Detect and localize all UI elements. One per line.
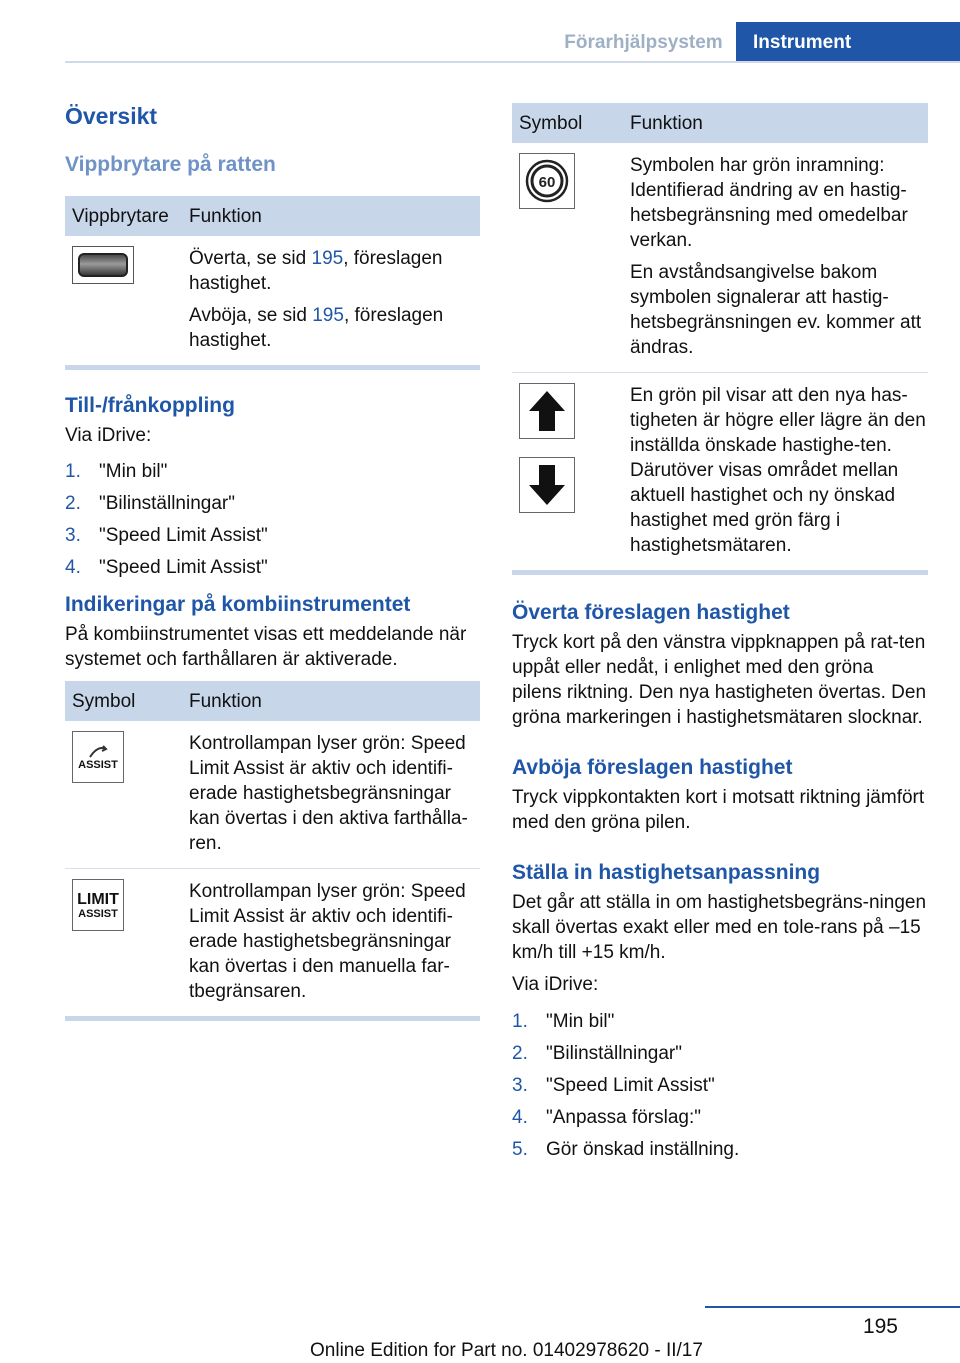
page-link-195[interactable]: 195 [311,248,344,269]
page-number: 195 [862,1315,898,1338]
table-header-symbol: Symbol [65,681,182,721]
header-section-link[interactable]: Förarhjälpsystem [564,31,723,53]
via-idrive-text: Via iDrive: [65,425,152,446]
text-fragment: Avböja, se sid [189,305,313,326]
list-number: 2. [65,492,81,514]
table-symbol-funktion [512,103,928,570]
list-number: 2. [512,1042,528,1064]
list-number: 5. [512,1138,528,1160]
steps-list-2 [512,1005,928,1165]
table-cell-symbol [65,721,182,869]
header-divider [65,61,960,63]
list-text: "Speed Limit Assist" [546,1074,715,1096]
list-text: Gör önskad inställning. [546,1138,740,1160]
limit-assist-icon [72,879,124,931]
footer-rule [705,1306,960,1308]
list-item [512,1005,928,1037]
speed-value: 60 [538,174,556,191]
table-cell-funktion [182,236,480,365]
icon-label: LIMIT [77,890,119,908]
table-cell-funktion: Kontrollampan lyser grön: Speed Limit Assist är aktiv och identifi-erade hastighetsbegränsningar kan övertas i den aktiva farthålla-ren. [189,733,468,854]
table-cell-symbol [65,869,182,1017]
list-text: "Speed Limit Assist" [99,556,268,578]
icon-label: ASSIST [78,907,118,920]
icon-label: ASSIST [78,759,118,771]
speed-limit-sign-icon [519,153,575,209]
table-header-symbol: Symbol [512,103,623,143]
list-item [65,455,480,487]
text-fragment: , föreslagen hastighet. [189,305,444,351]
list-number: 3. [65,524,81,546]
funktion-text: En avståndsangivelse bakom symbolen signalerar att hastig-hetsbegränsningen ev. kommer att ändras. [630,262,922,358]
table-cell-symbol [512,143,623,373]
arrow-up-icon [519,383,575,439]
table-cell-symbol [65,236,182,365]
funktion-text: Symbolen har grön inramning: Identifierad ändring av en hastig-hetsbegränsning med omedelbar verkan. [630,155,908,251]
overta-text: Tryck kort på den vänstra vippknappen på rat-ten uppåt eller nedåt, i enlighet med den gröna pilens riktning. Den nya hastigheten övertas. Den gröna markeringen i hastighetsmätaren slocknar. [512,632,927,728]
right-column [512,103,928,1165]
heading-indikeringar: Indikeringar på kombiinstrumentet [65,593,411,616]
list-number: 3. [512,1074,528,1096]
table-header-funktion: Funktion [623,103,928,143]
list-number: 4. [512,1106,528,1128]
list-text: "Bilinställningar" [546,1042,682,1064]
steering-switch-icon [72,246,134,284]
arrow-down-glyph [527,463,567,507]
left-column [65,101,480,1021]
table-header-funktion: Funktion [182,681,480,721]
arrow-up-glyph [527,389,567,433]
text-fragment: Överta, se sid [189,248,312,269]
edition-text: Online Edition for Part no. 01402978620 - II/17 [310,1340,703,1361]
table-end-rule [512,570,928,575]
list-number: 4. [65,556,81,578]
stalla-in-text: Det går att ställa in om hastighetsbegräns-ningen skall övertas exakt eller med en tole-rans på –15 km/h till +15 km/h. [512,892,927,963]
heading-vippbrytare: Vippbrytare på ratten [65,153,276,176]
list-item [65,487,480,519]
heading-till-frankoppling: Till-/frånkoppling [65,394,235,417]
table-cell-funktion: En grön pil visar att den nya has-tigheten är högre eller lägre än den inställda önskade hastighe-ten. Därutöver visas området mellan aktuell hastighet och ny önskad hastighet med grön färg i hastighetsmätaren. [623,373,928,571]
list-item [65,551,480,583]
list-text: "Speed Limit Assist" [99,524,268,546]
via-idrive-text: Via iDrive: [512,974,599,995]
avboja-text: Tryck vippkontakten kort i motsatt riktning jämfört med den gröna pilen. [512,787,925,833]
table-header-vippbrytare: Vippbrytare [65,196,182,236]
table-header-funktion: Funktion [182,196,480,236]
page-link-195[interactable]: 195 [312,305,344,326]
table-end-rule [65,365,480,370]
heading-oversikt: Översikt [65,103,158,129]
list-item [512,1101,928,1133]
list-number: 1. [512,1010,528,1032]
list-text: "Min bil" [99,460,168,482]
speed-limit-assist-icon [72,731,124,783]
text-fragment: , föreslagen hastighet. [189,248,443,294]
list-item [65,519,480,551]
heading-overta: Överta föreslagen hastighet [512,601,790,624]
table-cell-funktion: Kontrollampan lyser grön: Speed Limit Assist är aktiv och identifi-erade hastighetsbegränsningar kan övertas i den manuella far-tbegränsaren. [182,869,480,1017]
list-number: 1. [65,460,81,482]
indikeringar-text: På kombiinstrumentet visas ett meddelande när systemet och farthållaren är aktiverade. [65,624,467,670]
heading-avboja: Avböja föreslagen hastighet [512,756,793,779]
table-cell-symbol [512,373,623,571]
header-tab-instrument[interactable]: Instrument [736,22,960,62]
speed-sign-glyph [525,159,569,203]
list-item [512,1037,928,1069]
steps-list-1 [65,455,480,583]
list-text: "Bilinställningar" [99,492,235,514]
list-item [512,1133,928,1165]
table-indikeringar [65,681,480,1016]
arrow-down-icon [519,457,575,513]
heading-stalla-in: Ställa in hastighetsanpassning [512,861,821,884]
list-text: "Min bil" [546,1010,615,1032]
steering-arrow-glyph [87,743,109,759]
table-end-rule [65,1016,480,1021]
list-item [512,1069,928,1101]
table-vippbrytare [65,196,480,365]
table-cell-funktion [623,143,928,373]
list-text: "Anpassa förslag:" [546,1106,702,1128]
